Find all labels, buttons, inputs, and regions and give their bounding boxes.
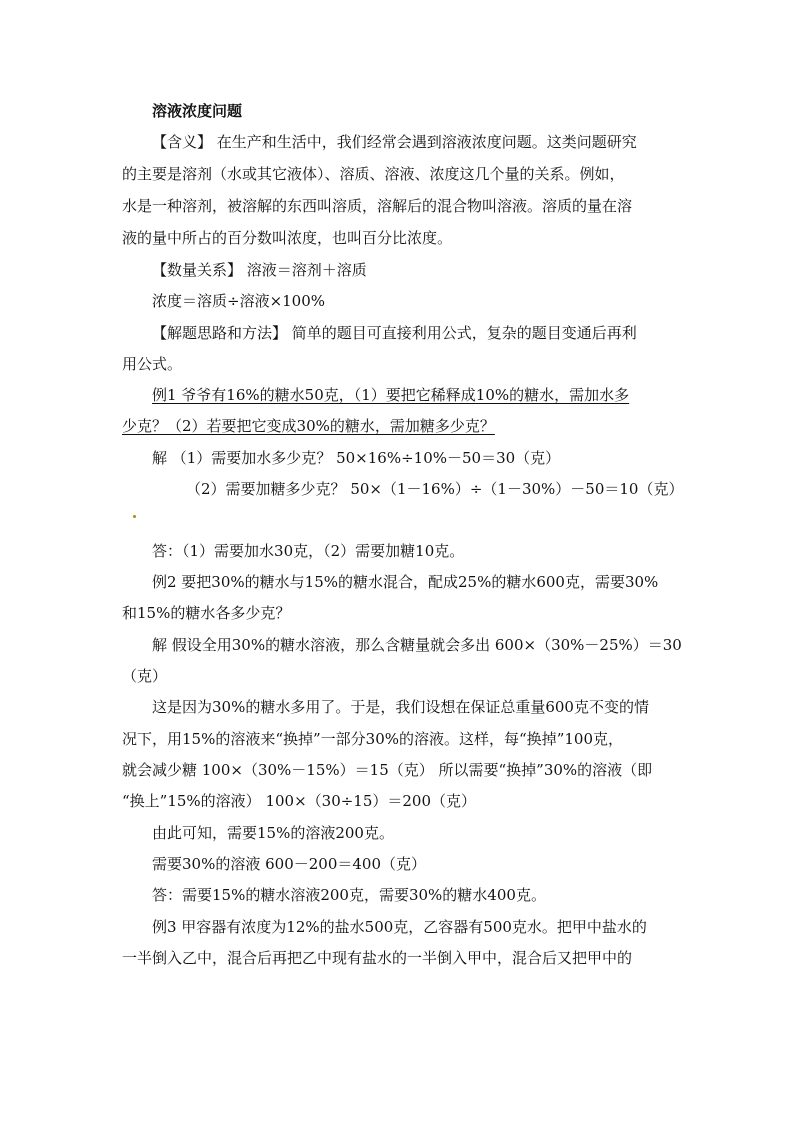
example2-solution-1: 解 假设全用30%的糖水溶液，那么含糖量就会多出 600×（30%－25%）＝30 <box>152 636 682 654</box>
example1-question-line-2: 少克？（2）若要把它变成30%的糖水，需加糖多少克？ <box>122 417 495 435</box>
example2-question-line-1: 例2 要把30%的糖水与15%的糖水混合，配成25%的糖水600克，需要30% <box>152 573 659 591</box>
example2-para-4: “换上”15%的溶液） 100×（30÷15）＝200（克） <box>122 792 477 810</box>
meaning-line-2: 的主要是溶剂（水或其它液体）、溶质、溶液、浓度这几个量的关系。例如， <box>122 165 625 183</box>
example2-para-2: 况下，用15%的溶液来“换掉”一部分30%的溶液。这样，每“换掉”100克， <box>122 730 623 748</box>
example1-answer: 答：（1）需要加水30克，（2）需要加糖10克。 <box>152 542 465 560</box>
relations-line-2: 浓度＝溶质÷溶液×100% <box>152 292 326 310</box>
method-line-1: 【解题思路和方法】 简单的题目可直接利用公式，复杂的题目变通后再利 <box>152 324 637 342</box>
example2-question-line-2: 和15%的糖水各多少克？ <box>122 604 291 622</box>
example2-answer: 答：需要15%的糖水溶液200克，需要30%的糖水400克。 <box>152 886 546 904</box>
example2-para-1: 这是因为30%的糖水多用了。于是，我们设想在保证总重量600克不变的情 <box>152 698 649 716</box>
meaning-line-1: 【含义】 在生产和生活中，我们经常会遇到溶液浓度问题。这类问题研究 <box>152 133 637 151</box>
method-line-2: 用公式。 <box>122 355 183 373</box>
example3-question-line-2: 一半倒入乙中，混合后再把乙中现有盐水的一半倒入甲中，混合后又把甲中的 <box>122 949 633 967</box>
example3-question-line-1: 例3 甲容器有浓度为12%的盐水500克，乙容器有500克水。把甲中盐水的 <box>152 918 647 936</box>
meaning-line-4: 液的量中所占的百分数叫浓度，也叫百分比浓度。 <box>122 229 453 247</box>
example2-para-5: 由此可知，需要15%的溶液200克。 <box>152 824 394 842</box>
meaning-line-3: 水是一种溶剂，被溶解的东西叫溶质，溶解后的混合物叫溶液。溶质的量在溶 <box>122 197 633 215</box>
example1-solution-2: （2）需要加糖多少克？ 50×（1－16%）÷（1－30%）－50＝10（克） <box>186 480 684 498</box>
example2-para-3: 就会减少糖 100×（30%－15%）＝15（克） 所以需要“换掉”30%的溶液（即 <box>122 761 653 779</box>
example2-para-6: 需要30%的溶液 600－200＝400（克） <box>152 855 427 873</box>
page-title: 溶液浓度问题 <box>152 102 243 120</box>
example2-solution-2: （克） <box>122 667 168 685</box>
example1-question-line-1: 例1 爷爷有16%的糖水50克，（1）要把它稀释成10%的糖水，需加水多 <box>152 386 630 404</box>
relations-line-1: 【数量关系】 溶液＝溶剂＋溶质 <box>152 261 367 279</box>
example1-solution-1: 解 （1）需要加水多少克？ 50×16%÷10%－50＝30（克） <box>152 449 561 467</box>
stray-mark <box>133 515 136 518</box>
